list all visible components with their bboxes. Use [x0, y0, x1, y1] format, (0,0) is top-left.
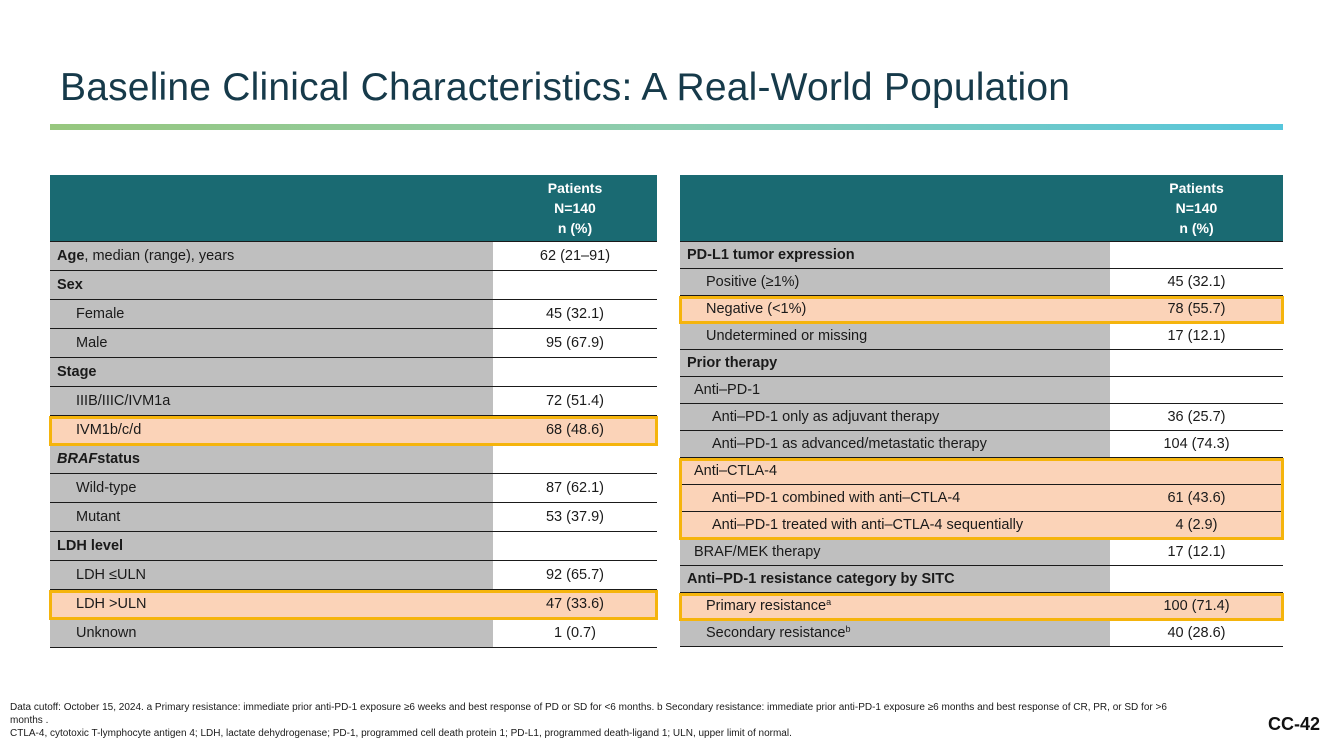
row-value [493, 271, 657, 299]
row-value [1110, 350, 1283, 376]
row-value: 17 (12.1) [1110, 539, 1283, 565]
row-label: BRAF/MEK therapy [680, 539, 1110, 565]
label-text: Primary resistance [706, 598, 827, 614]
row-value [1110, 377, 1283, 403]
row-value [493, 532, 657, 560]
row-value [1110, 566, 1283, 592]
row-label: Female [50, 300, 493, 328]
row-value: 40 (28.6) [1110, 620, 1283, 646]
row-label: Anti–PD-1 as advanced/metastatic therapy [680, 431, 1110, 457]
table-row-secondary-resistance [680, 620, 1283, 647]
row-value [493, 445, 657, 473]
row-label: Anti–PD-1 [680, 377, 1110, 403]
header-percent: n (%) [557, 220, 593, 236]
row-label: Sex [50, 271, 493, 299]
title-gradient-rule [50, 124, 1283, 130]
row-label: IVM1b/c/d [50, 416, 493, 444]
demographics-table [50, 175, 657, 648]
row-value: 87 (62.1) [493, 474, 657, 502]
table-row-pdl1 [680, 242, 1283, 269]
header-patients: Patients [547, 180, 603, 196]
row-label: Wild-type [50, 474, 493, 502]
label-rest: status [97, 451, 140, 467]
row-value: 100 (71.4) [1110, 593, 1283, 619]
table-row-wild-type [50, 474, 657, 503]
table-row-stage [50, 358, 657, 387]
table-row-anti-pd1 [680, 377, 1283, 404]
table-row-primary-resistance-highlighted [680, 593, 1283, 620]
row-value: 36 (25.7) [1110, 404, 1283, 430]
row-label: Anti–CTLA-4 [680, 458, 1110, 484]
row-label: Unknown [50, 619, 493, 647]
table-row-ldh-le-uln [50, 561, 657, 590]
row-label: Stage [50, 358, 493, 386]
patients-header-cell [493, 175, 657, 241]
row-value [1110, 458, 1283, 484]
table-row-ldh [50, 532, 657, 561]
table-header [50, 175, 657, 242]
footnotes [10, 701, 1170, 740]
row-label: Prior therapy [680, 350, 1110, 376]
row-value [1110, 242, 1283, 268]
label-bold: Age [57, 248, 85, 264]
row-label [50, 242, 493, 270]
table-row-stage-iii [50, 387, 657, 416]
row-label: PD-L1 tumor expression [680, 242, 1110, 268]
row-value: 95 (67.9) [493, 329, 657, 357]
table-row-braf [50, 445, 657, 474]
table-row-combined-highlighted [680, 485, 1283, 512]
row-label: IIIB/IIIC/IVM1a [50, 387, 493, 415]
header-n: N=140 [554, 200, 596, 216]
table-row-braf-mek [680, 539, 1283, 566]
label-italic: BRAF [57, 451, 98, 467]
row-label [50, 445, 493, 473]
row-label: LDH >ULN [50, 590, 493, 618]
header-empty-cell [50, 175, 493, 241]
table-header [680, 175, 1283, 242]
row-label: Male [50, 329, 493, 357]
row-value: 4 (2.9) [1110, 512, 1283, 538]
table-row-advanced [680, 431, 1283, 458]
row-label: Anti–PD-1 resistance category by SITC [680, 566, 1110, 592]
row-value: 17 (12.1) [1110, 323, 1283, 349]
patients-header-cell [1110, 175, 1283, 241]
table-row-mutant [50, 503, 657, 532]
row-label: Undetermined or missing [680, 323, 1110, 349]
row-label: Mutant [50, 503, 493, 531]
row-value: 53 (37.9) [493, 503, 657, 531]
table-row-negative-highlighted [680, 296, 1283, 323]
table-row-sequential-highlighted [680, 512, 1283, 539]
header-n: N=140 [1175, 200, 1218, 216]
row-value: 78 (55.7) [1110, 296, 1283, 322]
table-row-age [50, 242, 657, 271]
row-value: 92 (65.7) [493, 561, 657, 589]
header-empty-cell [680, 175, 1110, 241]
row-label: LDH level [50, 532, 493, 560]
row-label: Primary resistance $^a$ [680, 593, 1110, 619]
table-row-positive [680, 269, 1283, 296]
row-label: Anti–PD-1 only as adjuvant therapy [680, 404, 1110, 430]
header-percent: n (%) [1179, 220, 1214, 236]
table-row-unknown [50, 619, 657, 648]
table-row-resistance-category [680, 566, 1283, 593]
table-row-male [50, 329, 657, 358]
header-patients: Patients [1169, 180, 1224, 196]
row-value: 45 (32.1) [1110, 269, 1283, 295]
slide-title: Baseline Clinical Characteristics: A Real-World Population [60, 66, 1071, 109]
row-label: LDH ≤ULN [50, 561, 493, 589]
table-row-adjuvant [680, 404, 1283, 431]
row-value: 62 (21–91) [493, 242, 657, 270]
table-row-ldh-gt-uln-highlighted [50, 590, 657, 619]
table-row-stage-iv-highlighted [50, 416, 657, 445]
table-row-undetermined [680, 323, 1283, 350]
row-value: 68 (48.6) [493, 416, 657, 444]
row-value: 45 (32.1) [493, 300, 657, 328]
label-text: Secondary resistance [706, 625, 846, 641]
footnote-line-1: Data cutoff: October 15, 2024. a Primary resistance: immediate prior anti-PD-1 exposure ≥6 weeks and best response of PD or SD for <6 months. b Secondary resistance: immediate prior anti-PD-1 exposure ≥6 months and best response of CR, PR, or SD for >6 months . [10, 702, 1167, 726]
row-value: 61 (43.6) [1110, 485, 1283, 511]
row-value: 47 (33.6) [493, 590, 657, 618]
table-row-prior-therapy [680, 350, 1283, 377]
row-value: 72 (51.4) [493, 387, 657, 415]
treatment-history-table [680, 175, 1283, 647]
row-value: 104 (74.3) [1110, 431, 1283, 457]
row-value: 1 (0.7) [493, 619, 657, 647]
slide-number: CC-42 [1267, 714, 1320, 734]
table-row-female [50, 300, 657, 329]
table-row-anti-ctla4-highlighted [680, 458, 1283, 485]
label-rest: , median (range), years [84, 248, 235, 264]
row-label: Negative (<1%) [680, 296, 1110, 322]
footnote-line-2: CTLA-4, cytotoxic T-lymphocyte antigen 4; LDH, lactate dehydrogenase; PD-1, programmed cell death protein 1; PD-L1, programmed death-ligand 1; ULN, upper limit of normal. [10, 728, 792, 739]
row-label: Positive (≥1%) [680, 269, 1110, 295]
table-row-sex [50, 271, 657, 300]
row-value [493, 358, 657, 386]
row-label: Anti–PD-1 combined with anti–CTLA-4 [680, 485, 1110, 511]
row-label: Secondary resistance $^b$ [680, 620, 1110, 646]
row-label: Anti–PD-1 treated with anti–CTLA-4 sequentially [680, 512, 1110, 538]
